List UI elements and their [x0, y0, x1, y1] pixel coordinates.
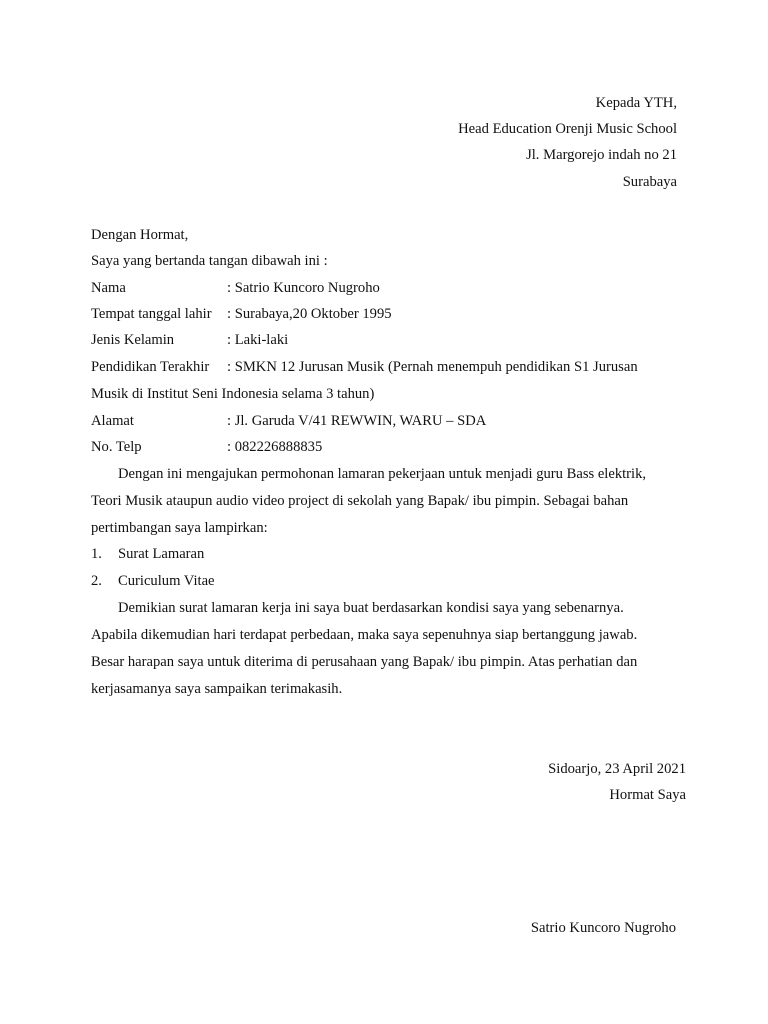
recipient-line-1: Kepada YTH, — [595, 95, 677, 111]
closing-salutation: Hormat Saya — [609, 787, 686, 803]
list-number: 1. — [91, 546, 102, 562]
paragraph-2-line-3: Besar harapan saya untuk diterima di perusahaan yang Bapak/ ibu pimpin. Atas perhatian dan — [91, 654, 638, 670]
field-value: : Surabaya,20 Oktober 1995 — [227, 306, 392, 322]
intro-text: Saya yang bertanda tangan dibawah ini : — [91, 253, 328, 269]
field-value: : Satrio Kuncoro Nugroho — [227, 280, 380, 296]
recipient-line-2: Head Education Orenji Music School — [458, 121, 677, 137]
list-text: Surat Lamaran — [118, 546, 205, 562]
field-label: Nama — [91, 280, 126, 296]
paragraph-2-line-1: Demikian surat lamaran kerja ini saya buat berdasarkan kondisi saya yang sebenarnya. — [118, 600, 624, 616]
field-label: Tempat tanggal lahir — [91, 306, 212, 322]
paragraph-1-line-1: Dengan ini mengajukan permohonan lamaran pekerjaan untuk menjadi guru Bass elektrik, — [118, 466, 647, 482]
field-label: Alamat — [91, 413, 134, 429]
field-label: Pendidikan Terakhir — [91, 359, 210, 375]
list-number: 2. — [91, 573, 102, 589]
paragraph-1-line-3: pertimbangan saya lampirkan: — [91, 520, 268, 536]
recipient-line-3: Jl. Margorejo indah no 21 — [526, 147, 677, 163]
list-text: Curiculum Vitae — [118, 573, 215, 589]
field-value-continued: Musik di Institut Seni Indonesia selama 3 tahun) — [91, 386, 375, 402]
field-label: Jenis Kelamin — [91, 332, 175, 348]
recipient-line-4: Surabaya — [622, 174, 677, 190]
field-value: : 082226888835 — [227, 439, 323, 455]
field-label: No. Telp — [91, 439, 142, 455]
field-value: : Laki-laki — [227, 332, 289, 348]
signatory-name: Satrio Kuncoro Nugroho — [530, 920, 676, 936]
field-value: : SMKN 12 Jurusan Musik (Pernah menempuh pendidikan S1 Jurusan — [227, 359, 638, 375]
paragraph-2-line-2: Apabila dikemudian hari terdapat perbedaan, maka saya sepenuhnya siap bertanggung jawab. — [91, 627, 638, 643]
paragraph-2-line-4: kerjasamanya saya sampaikan terimakasih. — [91, 681, 343, 697]
greeting: Dengan Hormat, — [91, 227, 189, 243]
paragraph-1-line-2: Teori Musik ataupun audio video project di sekolah yang Bapak/ ibu pimpin. Sebagai bahan — [91, 493, 629, 509]
field-value: : Jl. Garuda V/41 REWWIN, WARU – SDA — [227, 413, 487, 429]
place-date: Sidoarjo, 23 April 2021 — [548, 761, 686, 777]
